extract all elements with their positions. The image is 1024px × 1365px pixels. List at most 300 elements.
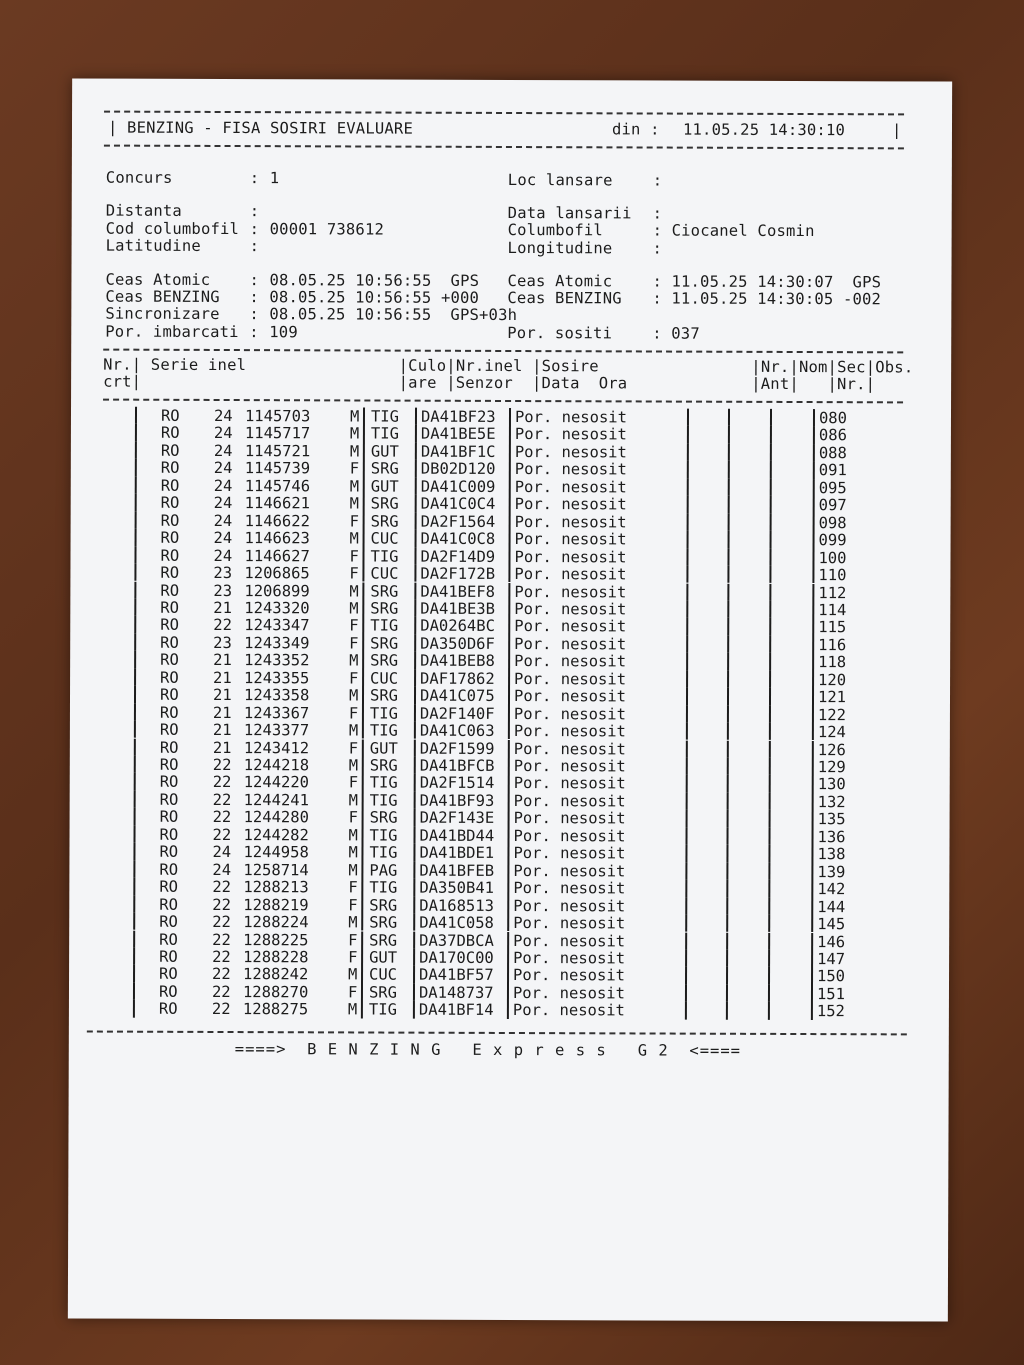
column-separator	[413, 984, 415, 1001]
column-separator	[769, 740, 771, 757]
info-left-separator: :	[249, 202, 260, 221]
column-separator	[811, 915, 813, 932]
cell-sex: M	[349, 477, 360, 496]
column-separator	[728, 479, 730, 496]
column-separator	[811, 828, 813, 845]
cell-sex: F	[348, 773, 359, 792]
column-separator	[727, 705, 729, 722]
cell-status: Por. nesosit	[512, 983, 625, 1003]
info-right-label: Longitudine	[507, 238, 613, 258]
info-left-separator: :	[249, 271, 260, 290]
info-left-separator: :	[249, 169, 260, 188]
cell-color: TIG	[369, 826, 398, 845]
cell-obs: 124	[817, 723, 846, 742]
column-separator	[687, 409, 689, 426]
cell-year: 22	[212, 965, 231, 984]
column-separator	[415, 460, 417, 477]
cell-year: 21	[212, 721, 232, 740]
cell-country: RO	[159, 755, 179, 774]
column-separator	[362, 565, 364, 582]
cell-year: 24	[213, 511, 233, 530]
cell-country: RO	[159, 738, 179, 757]
cell-year: 22	[211, 982, 231, 1001]
column-separator	[508, 635, 510, 652]
column-separator	[363, 512, 365, 529]
cell-color: TIG	[370, 547, 399, 566]
cell-sex: F	[349, 564, 359, 583]
cell-ring: 1146627	[244, 546, 310, 565]
cell-obs: 132	[817, 792, 846, 812]
cell-ring: 1288242	[243, 965, 309, 984]
info-right-label: Por. sositi	[507, 323, 613, 343]
column-separator	[686, 583, 688, 600]
column-separator	[728, 444, 730, 461]
column-separator	[508, 687, 510, 704]
report-date-label: din :	[611, 120, 660, 139]
column-separator	[414, 792, 416, 809]
cell-country: RO	[160, 494, 180, 513]
cell-sex: F	[349, 547, 359, 566]
divider-table-bottom	[87, 1031, 907, 1036]
column-separator	[812, 566, 814, 583]
cell-country: RO	[160, 616, 179, 635]
cell-status: Por. nesosit	[513, 861, 626, 881]
column-separator	[362, 669, 364, 686]
cell-sex: M	[348, 965, 358, 984]
divider-top	[104, 111, 904, 116]
cell-year: 22	[212, 825, 232, 844]
cell-sensor: DA350D6F	[420, 634, 495, 653]
cell-status: Por. nesosit	[514, 460, 627, 479]
column-separator	[685, 827, 687, 844]
column-separator	[414, 652, 416, 669]
column-separator	[812, 758, 814, 775]
column-separator	[507, 897, 509, 914]
info-left-value: 1	[269, 169, 280, 188]
column-separator	[770, 496, 772, 513]
cell-obs: 121	[817, 688, 847, 707]
info-right-value: 037	[671, 324, 700, 343]
cell-year: 22	[212, 913, 231, 932]
cell-status: Por. nesosit	[513, 791, 626, 811]
column-separator	[813, 426, 815, 443]
column-separator	[769, 583, 771, 600]
column-separator	[770, 531, 772, 548]
info-right-label: Ceas Atomic	[507, 271, 613, 291]
column-separator	[727, 810, 729, 827]
column-separator	[135, 424, 137, 441]
cell-sex: F	[348, 738, 359, 758]
column-separator	[508, 722, 510, 739]
cell-ring: 1206899	[244, 581, 310, 600]
cell-year: 22	[212, 947, 231, 966]
cell-sensor: DA41BF1C	[420, 442, 496, 461]
cell-country: RO	[159, 773, 179, 792]
cell-ring: 1288224	[243, 913, 309, 932]
cell-status: Por. nesosit	[513, 739, 626, 758]
cell-obs: 152	[816, 1002, 845, 1021]
column-separator	[362, 582, 364, 599]
cell-ring: 1145739	[244, 459, 311, 478]
column-separator	[813, 444, 815, 461]
info-left-separator: :	[249, 323, 259, 342]
cell-sensor: DA41C0C8	[420, 529, 496, 549]
column-separator	[726, 862, 728, 879]
cell-country: RO	[160, 406, 180, 425]
column-separator	[508, 670, 510, 687]
cell-color: TIG	[370, 407, 400, 426]
column-separator	[413, 896, 415, 913]
cell-year: 21	[212, 703, 232, 722]
cell-ring: 1288275	[242, 1000, 309, 1019]
cell-obs: 088	[818, 443, 847, 463]
cell-obs: 086	[818, 426, 847, 445]
cell-year: 22	[212, 790, 232, 809]
column-separator	[685, 862, 687, 879]
cell-obs: 099	[818, 531, 847, 550]
info-right-value: Ciocanel Cosmin	[671, 221, 815, 241]
column-separator	[726, 932, 728, 949]
column-separator	[507, 862, 509, 879]
table-header-line-1: Nr.| Serie inel |Culo|Nr.inel |Sosire |Nr.|Nom|Sec|Obs.	[103, 355, 914, 377]
column-separator	[413, 914, 415, 931]
column-separator	[727, 758, 729, 775]
cell-sensor: DA41BF57	[419, 966, 494, 985]
cell-ring: 1244958	[243, 843, 309, 862]
cell-year: 24	[213, 494, 233, 513]
cell-sex: M	[347, 1000, 358, 1019]
info-right-label: Loc lansare	[507, 170, 613, 190]
column-separator	[687, 478, 689, 495]
cell-sensor: DA41BF93	[419, 791, 495, 810]
column-separator	[727, 636, 729, 653]
cell-country: RO	[159, 895, 178, 914]
column-separator	[134, 738, 136, 755]
column-separator	[812, 810, 814, 827]
cell-sensor: DA41BF14	[418, 1000, 494, 1020]
column-separator	[769, 566, 771, 583]
column-separator	[769, 618, 771, 635]
column-separator	[508, 809, 510, 826]
cell-obs: 145	[817, 915, 846, 934]
cell-ring: 1288219	[243, 895, 309, 914]
cell-color: CUC	[370, 529, 399, 548]
column-separator	[413, 966, 415, 983]
column-separator	[133, 965, 135, 982]
column-separator	[686, 601, 688, 618]
column-separator	[508, 774, 510, 791]
report-date-value: 11.05.25 14:30:10	[682, 120, 846, 140]
column-separator	[509, 425, 511, 442]
column-separator	[507, 844, 509, 861]
cell-sex: F	[349, 634, 359, 653]
divider-header	[104, 145, 904, 150]
info-left-label: Distanta	[105, 201, 183, 220]
column-separator	[134, 564, 136, 581]
column-separator	[770, 514, 772, 531]
cell-sensor: DA41BFCB	[419, 756, 495, 775]
column-separator	[726, 985, 728, 1002]
cell-year: 24	[213, 546, 233, 565]
info-left-value: 08.05.25 10:56:55 GPS	[269, 271, 480, 290]
cell-ring: 1206865	[244, 564, 310, 583]
cell-status: Por. nesosit	[513, 687, 627, 706]
cell-year: 24	[213, 406, 233, 426]
column-separator	[134, 791, 136, 808]
cell-ring: 1244220	[243, 773, 310, 792]
column-separator	[363, 425, 365, 442]
cell-sensor: DB02D120	[420, 460, 496, 479]
cell-country: RO	[160, 459, 180, 478]
cell-sex: M	[348, 861, 358, 880]
column-separator	[508, 792, 510, 809]
column-separator	[509, 408, 511, 425]
cell-year: 22	[212, 773, 232, 792]
info-right-separator: :	[652, 204, 663, 223]
column-separator	[770, 479, 772, 496]
info-left-label: Concurs	[105, 168, 173, 187]
column-separator	[362, 791, 364, 808]
info-right-separator: :	[652, 289, 662, 308]
cell-sex: F	[348, 704, 359, 723]
cell-sensor: DA0264BC	[420, 617, 495, 636]
cell-country: RO	[160, 546, 180, 565]
column-separator	[811, 933, 813, 950]
column-separator	[726, 897, 728, 914]
column-separator	[687, 531, 689, 548]
cell-sex: M	[349, 581, 359, 600]
column-separator	[769, 793, 771, 810]
cell-obs: 126	[817, 740, 846, 759]
column-separator	[685, 915, 687, 932]
column-separator	[413, 931, 415, 948]
column-separator	[769, 601, 771, 618]
cell-sensor: DA41BE5E	[420, 425, 496, 444]
cell-year: 22	[212, 878, 232, 897]
column-separator	[686, 758, 688, 775]
cell-country: RO	[160, 476, 180, 495]
cell-ring: 1243377	[243, 721, 310, 740]
cell-sex: F	[349, 616, 359, 635]
column-separator	[686, 670, 688, 687]
column-separator	[813, 531, 815, 548]
cell-country: RO	[158, 982, 178, 1001]
cell-ring: 1146622	[244, 511, 310, 530]
info-left-label: Sincronizare	[105, 304, 220, 323]
column-separator	[508, 617, 510, 634]
column-separator	[726, 880, 728, 897]
cell-ring: 1146623	[244, 529, 310, 548]
column-separator	[769, 810, 771, 827]
info-left-label: Ceas BENZING	[105, 287, 220, 306]
cell-year: 23	[213, 564, 233, 583]
column-separator	[728, 531, 730, 548]
cell-status: Por. nesosit	[514, 442, 627, 462]
column-separator	[811, 845, 813, 862]
column-separator	[811, 898, 813, 915]
cell-color: SRG	[370, 582, 399, 601]
column-separator	[133, 878, 135, 895]
column-separator	[726, 845, 728, 862]
cell-year: 22	[212, 755, 232, 775]
cell-color: TIG	[370, 424, 399, 444]
cell-country: RO	[159, 930, 178, 949]
cell-ring: 1243349	[244, 633, 310, 653]
column-separator	[685, 984, 687, 1001]
column-separator	[414, 582, 416, 599]
column-separator	[727, 548, 729, 565]
cell-color: SRG	[370, 459, 399, 478]
cell-status: Por. nesosit	[513, 948, 626, 968]
cell-year: 22	[211, 1000, 231, 1019]
column-separator	[686, 723, 688, 740]
cell-status: Por. nesosit	[514, 512, 627, 532]
info-left-separator: :	[249, 237, 260, 256]
cell-status: Por. nesosit	[513, 931, 626, 950]
info-right-separator: :	[652, 221, 663, 240]
cell-ring: 1288225	[243, 930, 309, 949]
info-left-separator: :	[249, 305, 259, 324]
cell-ring: 1146621	[244, 494, 311, 513]
column-separator	[686, 775, 688, 792]
column-separator	[768, 863, 770, 880]
cell-obs: 122	[817, 705, 846, 724]
column-separator	[768, 845, 770, 862]
column-separator	[768, 985, 770, 1002]
column-separator	[769, 758, 771, 775]
info-right-label: Ceas BENZING	[507, 288, 622, 308]
column-separator	[133, 913, 135, 930]
column-separator	[361, 983, 363, 1000]
cell-sensor: DA41C063	[419, 721, 495, 741]
cell-status: Por. nesosit	[514, 408, 628, 427]
column-separator	[726, 1002, 728, 1019]
column-separator	[134, 581, 136, 598]
column-separator	[811, 967, 813, 984]
column-separator	[726, 828, 728, 845]
cell-country: RO	[160, 633, 179, 652]
column-separator	[134, 616, 136, 633]
column-separator	[135, 459, 137, 476]
column-separator	[812, 741, 814, 758]
column-separator	[133, 860, 135, 877]
column-separator	[813, 479, 815, 496]
column-separator	[812, 618, 814, 635]
column-separator	[687, 444, 689, 461]
column-separator	[727, 740, 729, 757]
column-separator	[361, 966, 363, 983]
info-right-separator: :	[652, 239, 663, 258]
column-separator	[134, 599, 136, 616]
column-separator	[685, 845, 687, 862]
cell-obs: 130	[817, 775, 846, 794]
cell-color: SRG	[370, 651, 399, 670]
column-separator	[686, 688, 688, 705]
column-separator	[362, 547, 364, 564]
column-separator	[768, 915, 770, 932]
column-separator	[361, 931, 363, 948]
column-separator	[362, 634, 364, 651]
cell-sex: F	[348, 930, 358, 949]
cell-ring: 1243367	[243, 703, 310, 722]
column-separator	[813, 514, 815, 531]
column-separator	[361, 896, 363, 913]
cell-obs: 100	[818, 548, 847, 567]
cell-color: SRG	[369, 896, 398, 915]
cell-status: Por. nesosit	[514, 565, 627, 584]
column-separator	[135, 494, 137, 511]
cell-color: CUC	[369, 965, 398, 984]
cell-country: RO	[159, 860, 179, 879]
column-separator	[686, 548, 688, 565]
info-left-label: Por. imbarcati	[105, 322, 239, 342]
column-separator	[726, 967, 728, 984]
column-separator	[727, 793, 729, 810]
cell-ring: 1243355	[244, 668, 310, 688]
column-separator	[728, 496, 730, 513]
info-right-value: 11.05.25 14:30:07 GPS	[671, 272, 882, 292]
column-separator	[813, 461, 815, 478]
column-separator	[812, 793, 814, 810]
column-separator	[685, 932, 687, 949]
cell-sensor: DA2F1599	[419, 739, 495, 758]
cell-ring: 1244280	[243, 808, 309, 827]
cell-status: Por. nesosit	[513, 809, 626, 828]
cell-sex: F	[348, 948, 358, 967]
cell-sensor: DA41BEB8	[420, 651, 495, 671]
cell-year: 21	[213, 668, 232, 687]
column-separator	[414, 600, 416, 617]
cell-country: RO	[160, 651, 179, 670]
column-separator	[728, 461, 730, 478]
column-separator	[508, 565, 510, 582]
column-separator	[812, 549, 814, 566]
column-separator	[507, 914, 509, 931]
report-title: | BENZING - FISA SOSIRI EVALUARE	[107, 118, 414, 138]
cell-year: 22	[212, 808, 232, 827]
column-separator	[363, 442, 365, 459]
column-separator	[361, 826, 363, 843]
column-separator	[685, 1002, 687, 1019]
column-separator	[728, 409, 730, 426]
cell-status: Por. nesosit	[514, 495, 627, 514]
cell-country: RO	[159, 825, 179, 844]
column-separator	[769, 636, 771, 653]
cell-sensor: DA2F1564	[420, 512, 496, 531]
cell-obs: 120	[818, 670, 847, 689]
column-separator	[361, 914, 363, 931]
cell-color: SRG	[370, 494, 399, 513]
column-separator	[133, 1000, 135, 1017]
column-separator	[811, 985, 813, 1002]
column-separator	[134, 756, 136, 773]
column-separator	[414, 757, 416, 774]
column-separator	[414, 704, 416, 721]
column-separator	[413, 826, 415, 843]
column-separator	[509, 495, 511, 512]
column-separator	[413, 879, 415, 896]
cell-sex: F	[348, 878, 358, 897]
column-separator	[768, 897, 770, 914]
column-separator	[135, 529, 137, 546]
column-separator	[415, 408, 417, 425]
cell-status: Por. nesosit	[513, 704, 626, 724]
cell-year: 24	[213, 441, 233, 460]
cell-status: Por. nesosit	[512, 1001, 625, 1020]
column-separator	[812, 601, 814, 618]
column-separator	[812, 671, 814, 688]
column-separator	[362, 756, 364, 773]
